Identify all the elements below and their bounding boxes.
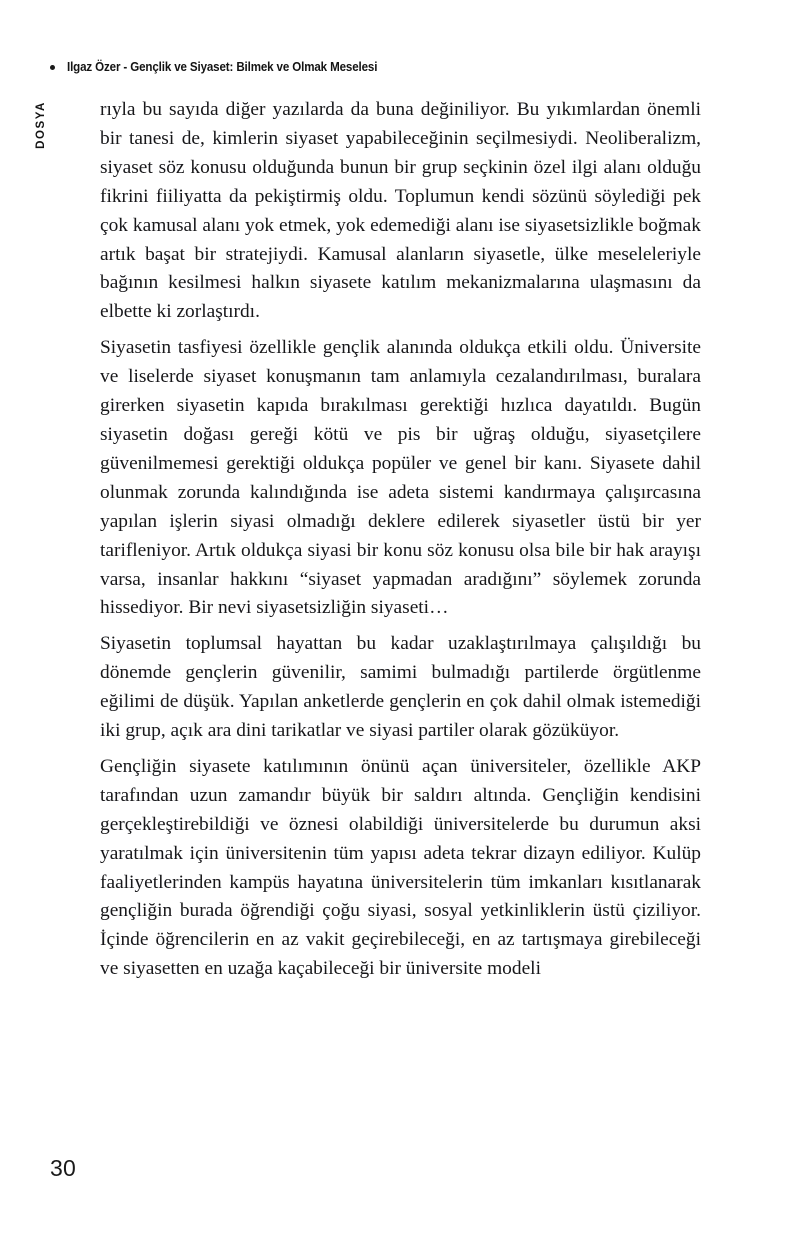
- paragraph: Siyasetin toplumsal hayattan bu kadar uzaklaştırılmaya çalışıldığı bu dönemde gençlerin güvenilir, samimi bulmadığı partilerde örgütlenme eğilimi de düşük. Yapılan anketlerde gençlerin en çok dahil olmak istemediği iki grup, açık ara dini tarikatlar ve siyasi partiler olarak gözüküyor.: [100, 633, 701, 742]
- section-tab: [30, 90, 52, 160]
- running-head: [50, 60, 750, 74]
- running-head-title: Ilgaz Özer - Gençlik ve Siyaset: Bilmek ve Olmak Meselesi: [67, 60, 378, 74]
- paragraph: Siyasetin tasfiyesi özellikle gençlik alanında oldukça etkili oldu. Üniversite ve liselerde siyaset konuşmanın tam anlamıyla cezalandırılması, buralara girerken siyasetin kapıda bırakılması gerektiği hızlıca dayatıldı. Bugün siyasetin doğası gereği kötü ve pis bir uğraş olduğu, siyasetçilere güvenilmemesi gerektiği oldukça popüler ve genel bir kanı. Siyasete dahil olunmak zorunda kalındığında ise adeta sistemi kandırmaya çalışırcasına yapılan işlerin siyasi olmadığı deklere edilerek siyasetler üstü bir yer tarifleniyor. Artık oldukça siyasi bir konu söz konusu olsa bile bir hak arayışı varsa, insanlar hakkını “siyaset yapmadan aradığını” söylemek zorunda hissediyor. Bir nevi siyasetsizliğin siyaseti…: [100, 337, 701, 619]
- body-text-column: [100, 96, 701, 984]
- page-number: 30: [50, 1155, 76, 1181]
- bullet-icon: [50, 65, 55, 70]
- paragraph: Gençliğin siyasete katılımının önünü açan üniversiteler, özellikle AKP tarafından uzun zamandır büyük bir saldırı altında. Gençliğin kendisini gerçekleştirebildiği ve öznesi olabildiği üniversitelerde bu durumun aksi yaratılmak için üniversitenin tüm yapısı adeta tekrar dizayn ediliyor. Kulüp faaliyetlerinden kampüs hayatına üniversitelerin tüm imkanları kısıtlanarak gençliğin burada öğrendiği çoğu siyasi, sosyal yetkinliklerin üstü çiziliyor. İçinde öğrencilerin en az vakit geçirebileceği, en az tartışmaya girebileceği ve siyasetten en uzağa kaçabileceği bir üniversite modeli: [100, 755, 701, 980]
- paragraph: rıyla bu sayıda diğer yazılarda da buna değiniliyor. Bu yıkımlardan önemli bir tanesi de, kimlerin siyaset yapabileceğinin seçilmesiydi. Neoliberalizm, siyaset söz konusu olduğunda bunun bir grup seçkinin özel ilgi alanı olduğu fikrini fiiliyatta da pekiştirmiş oldu. Toplumun kendi sözünü söylediği pek çok kamusal alanı yok etmek, yok edemediği alanı ise siyasetsizlikle boğmak artık başat bir stratejiydi. Kamusal alanların siyasetle, ülke meseleleriyle bağının kesilmesi halkın siyasete katılım mekanizmalarına ulaşmasını da elbette ki zorlaştırdı.: [100, 99, 701, 323]
- section-tab-label: DOSYA: [35, 101, 47, 149]
